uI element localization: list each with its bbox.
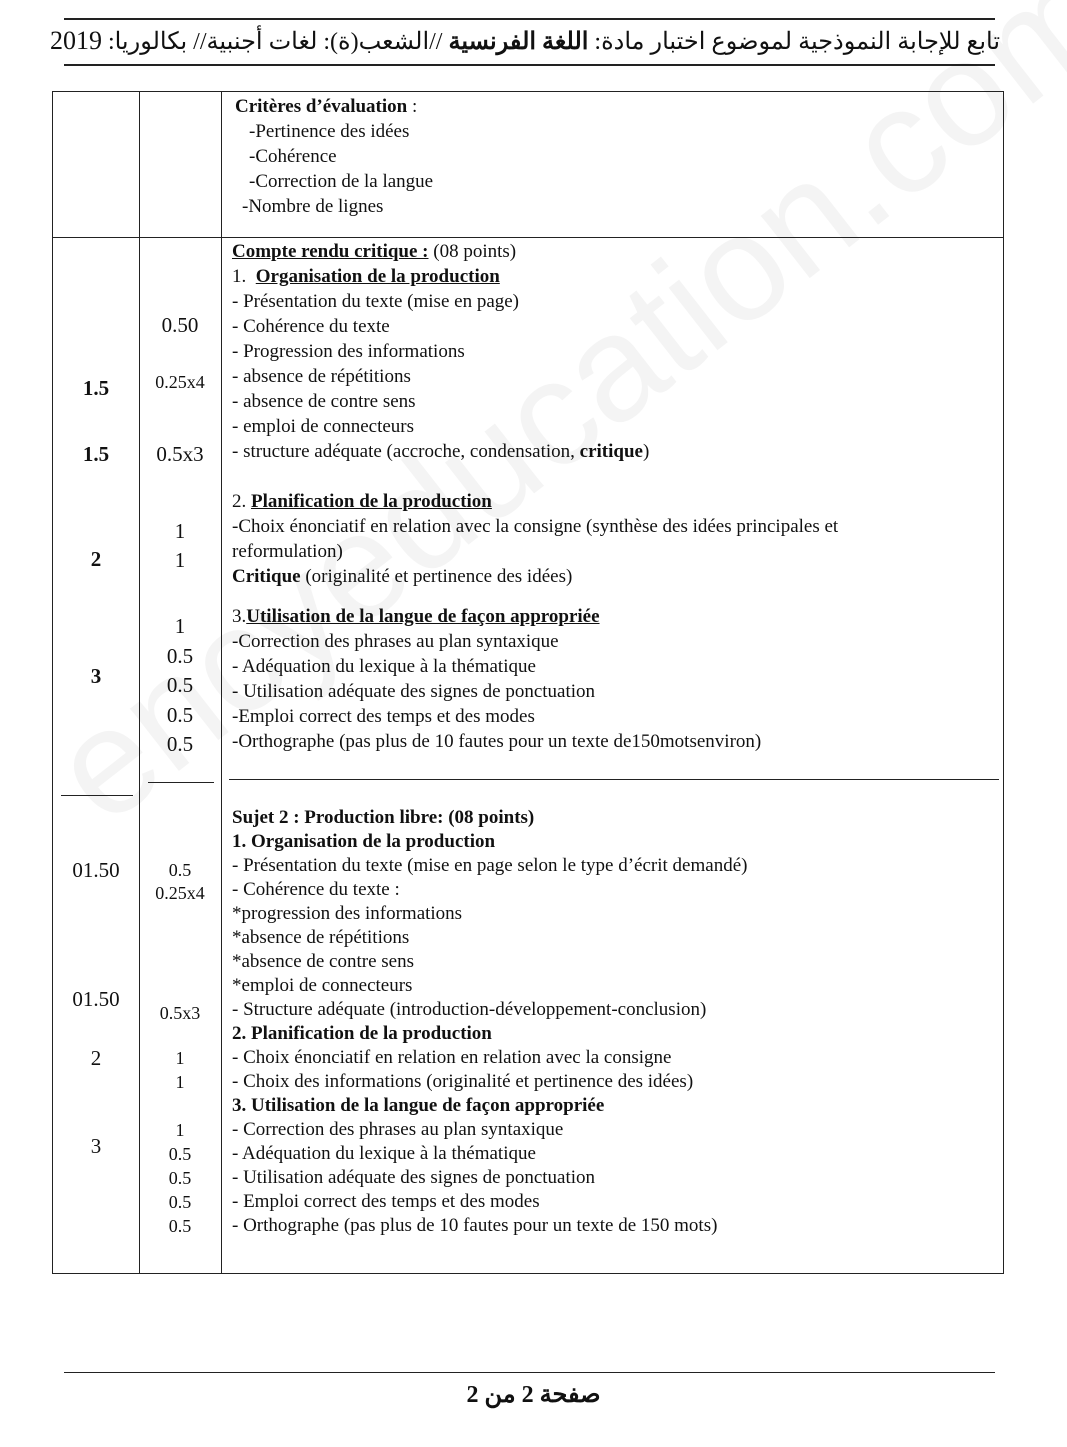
criterion-line: - Cohérence du texte : [232, 879, 400, 900]
row-divider-1 [53, 237, 1003, 238]
header-part1: تابع للإجابة النموذجية لموضوع اختبار مادة: [594, 29, 1000, 55]
total-score: 01.50 [72, 858, 120, 882]
col-divider-2 [221, 92, 222, 1273]
detail-score: 1 [175, 1048, 185, 1068]
criterion-line: *absence de répétitions [232, 927, 410, 948]
criteria-item: -Nombre de lignes [242, 196, 384, 217]
section-2-heading: 2. Planification de la production [232, 1023, 492, 1044]
detail-score: 0.5x3 [156, 442, 204, 466]
criteria-item: -Correction de la langue [249, 171, 434, 192]
detail-score: 0.50 [161, 313, 199, 337]
row-divider-2c [229, 779, 999, 780]
criterion-line: - Choix énonciatif en relation en relation avec la consigne [232, 1047, 672, 1068]
criterion-line: *absence de contre sens [232, 951, 415, 972]
detail-score: 0.5 [166, 644, 194, 668]
criterion-line: - Orthographe (pas plus de 10 fautes pour un texte de 150 mots) [232, 1215, 718, 1236]
section-1-heading: 1. Organisation de la production [232, 266, 500, 287]
criterion-line: - absence de répétitions [232, 366, 411, 387]
detail-score: 1 [175, 1120, 185, 1140]
criterion-line: -Choix énonciatif en relation avec la consigne (synthèse des idées principales et [232, 516, 839, 537]
criterion-line: -Orthographe (pas plus de 10 fautes pour un texte de150motsenviron) [232, 731, 762, 752]
criterion-line: - structure adéquate (accroche, condensation, critique) [232, 441, 650, 462]
criterion-line: -Correction des phrases au plan syntaxique [232, 631, 559, 652]
detail-score: 0.5 [168, 860, 192, 880]
criterion-line: - Correction des phrases au plan syntaxique [232, 1119, 564, 1140]
total-score: 2 [90, 547, 102, 571]
detail-score: 0.5 [166, 703, 194, 727]
criterion-line: - Cohérence du texte [232, 316, 390, 337]
row-divider-2b [148, 782, 214, 783]
detail-score: 0.5x3 [159, 1003, 201, 1023]
criterion-line: - Emploi correct des temps et des modes [232, 1191, 540, 1212]
footer-rule [64, 1372, 995, 1373]
page-number: صفحة 2 من 2 [466, 1382, 601, 1408]
criteria-heading: Critères d’évaluation : [235, 96, 418, 117]
criterion-line: Critique (originalité et pertinence des idées) [232, 566, 573, 587]
criterion-line: - Utilisation adéquate des signes de ponctuation [232, 1167, 596, 1188]
section-2-heading: 2. Planification de la production [232, 491, 492, 512]
detail-score: 0.25x4 [155, 372, 205, 392]
total-score: 3 [90, 1134, 102, 1158]
total-score: 01.50 [72, 987, 120, 1011]
criterion-line: - emploi de connecteurs [232, 416, 415, 437]
criteria-item: -Cohérence [249, 146, 337, 167]
header-part2: //الشعب(ة): لغات أجنبية// بكالوريا: [107, 29, 443, 55]
header-subject: اللغة الفرنسية [448, 29, 589, 55]
criterion-line: - Adéquation du lexique à la thématique [232, 1143, 536, 1164]
total-score: 1.5 [82, 442, 110, 466]
criterion-line: - Adéquation du lexique à la thématique [232, 656, 536, 677]
detail-score: 0.5 [168, 1216, 192, 1236]
grading-table [52, 91, 1004, 1274]
detail-score: 1 [174, 519, 186, 543]
header-bottom-rule [64, 64, 995, 66]
criterion-line: - Structure adéquate (introduction-développement-conclusion) [232, 999, 707, 1020]
criterion-line: - Présentation du texte (mise en page) [232, 291, 520, 312]
criterion-line: - absence de contre sens [232, 391, 416, 412]
criterion-line: - Utilisation adéquate des signes de ponctuation [232, 681, 596, 702]
header-year: 2019 [49, 26, 102, 55]
sujet-2-heading: Sujet 2 : Production libre: (08 points) [232, 807, 535, 828]
detail-score: 1 [175, 1072, 185, 1092]
row-divider-2a [61, 795, 133, 796]
section-1-heading: 1. Organisation de la production [232, 831, 496, 852]
detail-score: 1 [174, 614, 186, 638]
section-3-heading: 3. Utilisation de la langue de façon appropriée [232, 1095, 605, 1116]
total-score: 3 [90, 664, 102, 688]
header-title [49, 22, 1000, 60]
criterion-line: - Choix des informations (originalité et pertinence des idées) [232, 1071, 694, 1092]
criterion-line: - Progression des informations [232, 341, 465, 362]
detail-score: 1 [174, 548, 186, 572]
total-score: 2 [90, 1046, 102, 1070]
criterion-line: -Emploi correct des temps et des modes [232, 706, 535, 727]
detail-score: 0.5 [168, 1144, 192, 1164]
section-3-heading: 3.Utilisation de la langue de façon appropriée [232, 606, 600, 627]
total-score: 1.5 [82, 376, 110, 400]
detail-score: 0.5 [168, 1168, 192, 1188]
detail-score: 0.25x4 [155, 883, 205, 903]
criterion-line: - Présentation du texte (mise en page selon le type d’écrit demandé) [232, 855, 748, 876]
criteria-item: -Pertinence des idées [249, 121, 410, 142]
criterion-line: *progression des informations [232, 903, 463, 924]
detail-score: 0.5 [166, 673, 194, 697]
criterion-line: reformulation) [232, 541, 343, 562]
header-top-rule [64, 18, 995, 20]
detail-score: 0.5 [168, 1192, 192, 1212]
detail-score: 0.5 [166, 732, 194, 756]
compte-rendu-heading: Compte rendu critique : (08 points) [232, 241, 517, 262]
criterion-line: *emploi de connecteurs [232, 975, 413, 996]
